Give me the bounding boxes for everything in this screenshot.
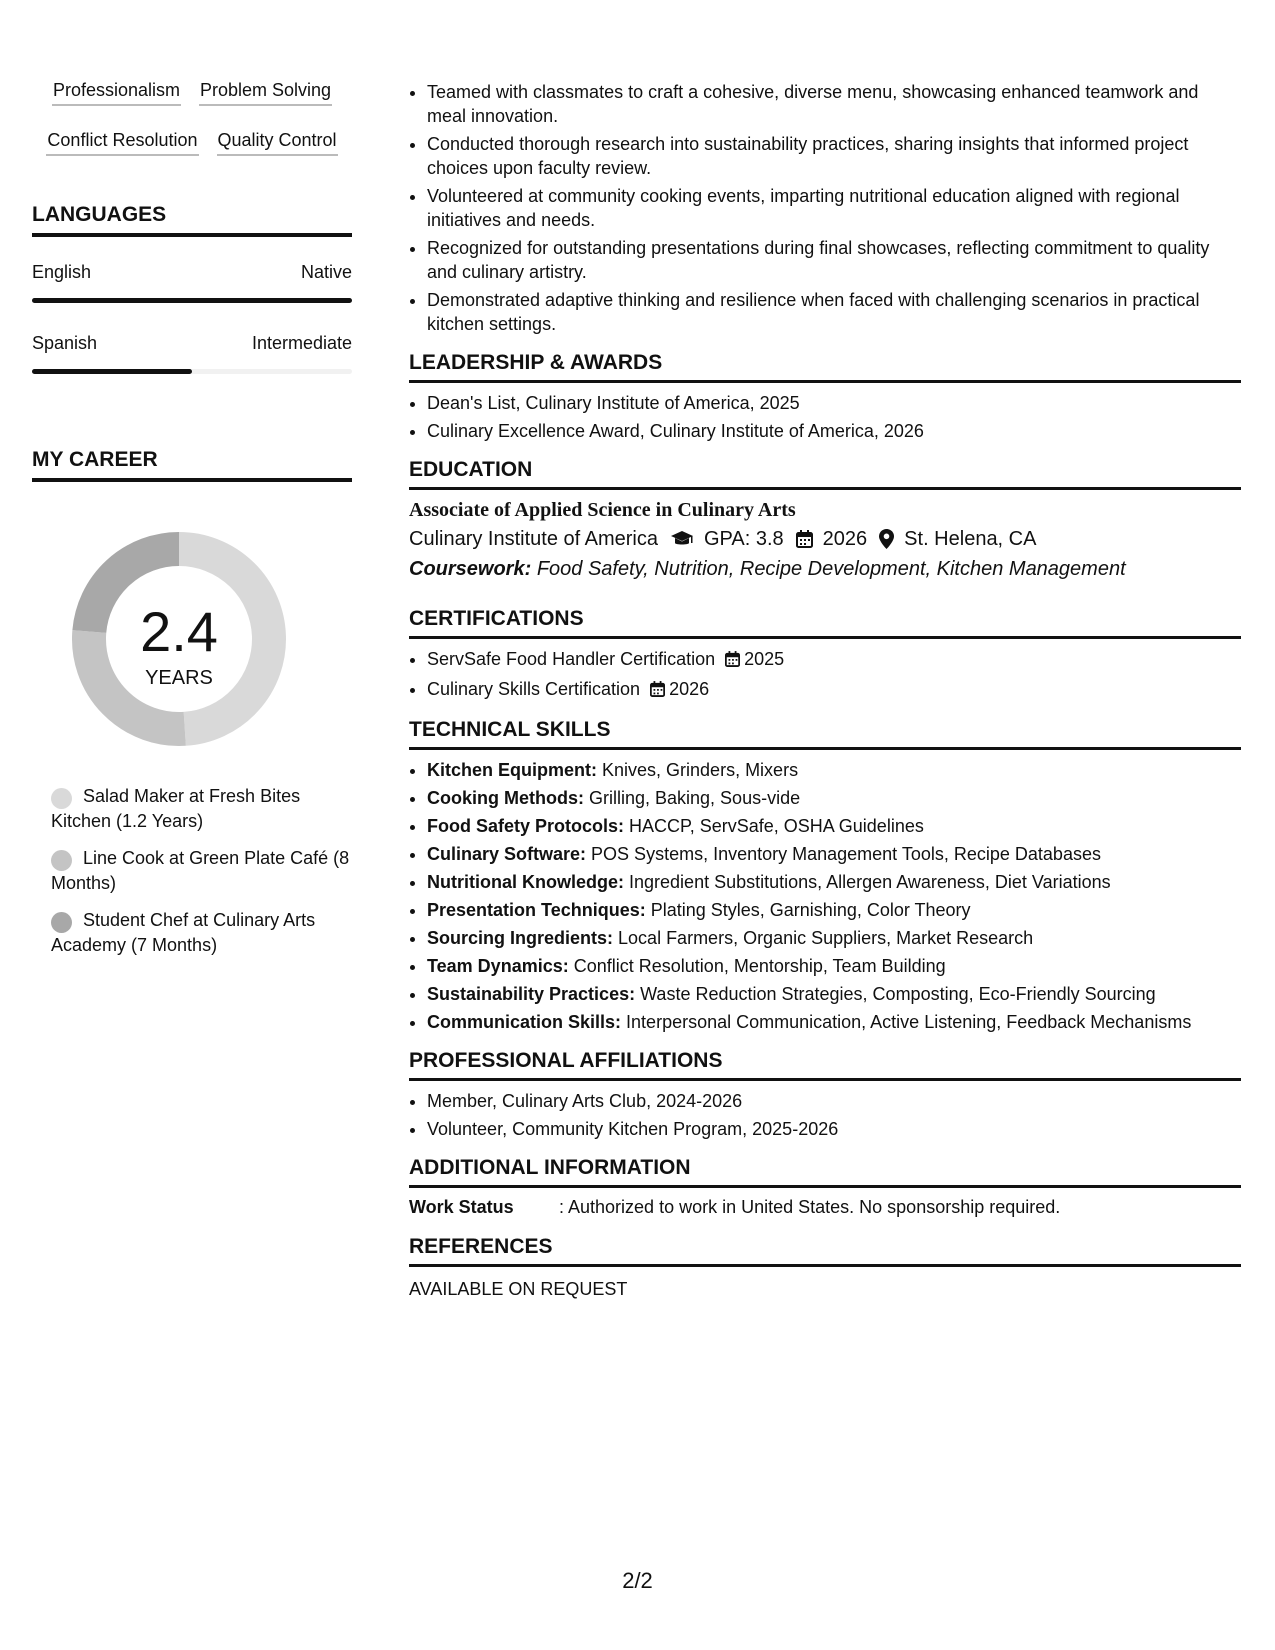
career-total: 2.4 [140,600,218,663]
skill-value: Plating Styles, Garnishing, Color Theory [650,900,971,920]
coursework-list: Food Safety, Nutrition, Recipe Development, Kitchen Management [536,558,1126,580]
award-item: • Culinary Excellence Award, Culinary Institute of America, 2026 [427,419,1241,443]
skill-value: Grilling, Baking, Sous-vide [589,788,801,808]
language-bar [32,369,352,374]
certification-item [427,677,1241,703]
language-name: Spanish [32,333,98,353]
experience-bullet: • Demonstrated adaptive thinking and resilience when faced with challenging scenarios in practical kitchen settings. [427,288,1241,336]
career-item-label: Line Cook at Green Plate Café (8 Months) [51,848,350,893]
coursework [409,554,1241,584]
career-item-label: Salad Maker at Fresh Bites Kitchen (1.2 Years) [51,786,301,831]
affiliation-item: • Member, Culinary Arts Club, 2024-2026 [427,1089,1241,1113]
leadership-heading: LEADERSHIP & AWARDS [409,350,1241,383]
certifications-heading: CERTIFICATIONS [409,606,1241,639]
main-content [409,80,1241,1301]
career-legend [32,784,352,958]
skill-label: Cooking Methods: [427,788,584,808]
experience-bullet: • Teamed with classmates to craft a cohesive, diverse menu, showcasing enhanced teamwork and meal innovation. [427,80,1241,128]
calendar-icon [650,679,665,703]
certification-name: ServSafe Food Handler Certification [427,649,716,669]
affiliations-list [409,1089,1241,1141]
coursework-label: Coursework: [409,558,532,580]
certification-year: 2025 [744,649,785,669]
school-location: St. Helena, CA [904,528,1037,550]
affiliations-heading: PROFESSIONAL AFFILIATIONS [409,1048,1241,1081]
technical-skill-item [427,842,1241,866]
skill-value: Waste Reduction Strategies, Composting, Eco-Friendly Sourcing [640,984,1156,1004]
language-item [32,332,352,374]
skill-tag: Quality Control [217,128,338,156]
graduation-cap-icon [670,530,694,548]
skill-label: Sustainability Practices: [427,984,636,1004]
location-pin-icon [879,529,894,549]
technical-skill-item [427,786,1241,810]
technical-skill-item [427,926,1241,950]
certification-name: Culinary Skills Certification [427,679,641,699]
education-meta [409,524,1241,554]
work-status [409,1194,1241,1220]
school-name: Culinary Institute of America [409,528,658,550]
language-bar [32,298,352,303]
technical-skill-item [427,982,1241,1006]
certification-year: 2026 [669,679,710,699]
career-legend-item [32,784,352,834]
skill-value: Interpersonal Communication, Active Listening, Feedback Mechanisms [626,1012,1192,1032]
experience-bullet: • Recognized for outstanding presentations during final showcases, reflecting commitment to quality and culinary artistry. [427,236,1241,284]
gpa: GPA: 3.8 [704,528,784,550]
skill-tag: Professionalism [52,78,181,106]
language-level: Native [300,262,352,282]
skill-value: HACCP, ServSafe, OSHA Guidelines [629,816,924,836]
skill-value: Ingredient Substitutions, Allergen Awareness, Diet Variations [629,872,1111,892]
work-status-value: : Authorized to work in United States. No sponsorship required. [559,1197,1061,1217]
technical-skill-item [427,870,1241,894]
career-unit: YEARS [145,667,213,689]
experience-bullet: • Conducted thorough research into sustainability practices, sharing insights that informed project choices upon faculty review. [427,132,1241,180]
technical-skill-item [427,1010,1241,1034]
award-item: • Dean's List, Culinary Institute of America, 2025 [427,391,1241,415]
references-heading: REFERENCES [409,1234,1241,1267]
legend-dot [51,788,72,809]
language-name: English [32,262,92,282]
legend-dot [51,850,72,871]
affiliation-item: • Volunteer, Community Kitchen Program, 2025-2026 [427,1117,1241,1141]
technical-skill-item [427,758,1241,782]
skill-tag: Problem Solving [199,78,332,106]
skill-label: Food Safety Protocols: [427,816,625,836]
skill-label: Team Dynamics: [427,956,569,976]
language-bar-fill [32,369,192,374]
career-legend-item [32,846,352,896]
sidebar [32,78,352,958]
skill-label: Presentation Techniques: [427,900,646,920]
career-heading: MY CAREER [32,447,352,482]
skill-label: Kitchen Equipment: [427,760,597,780]
skill-label: Nutritional Knowledge: [427,872,624,892]
skill-value: POS Systems, Inventory Management Tools, Recipe Databases [591,844,1101,864]
education-heading: EDUCATION [409,457,1241,490]
career-donut-chart [66,526,292,752]
page-number: 2/2 [622,1568,653,1593]
experience-bullet: • Volunteered at community cooking events, imparting nutritional education aligned with regional initiatives and needs. [427,184,1241,232]
skill-label: Sourcing Ingredients: [427,928,614,948]
skill-label: Culinary Software: [427,844,587,864]
skill-tags [32,78,352,156]
additional-info-heading: ADDITIONAL INFORMATION [409,1155,1241,1188]
leadership-list [409,391,1241,443]
technical-skills-list [409,758,1241,1034]
certification-item [427,647,1241,673]
graduation-year: 2026 [822,528,868,550]
degree-title: Associate of Applied Science in Culinary Arts [409,499,796,521]
legend-dot [51,912,72,933]
languages-heading: LANGUAGES [32,202,352,237]
experience-bullets [409,80,1241,336]
language-bar-fill [32,298,352,303]
technical-skill-item [427,814,1241,838]
technical-skill-item [427,898,1241,922]
skill-value: Local Farmers, Organic Suppliers, Market Research [618,928,1034,948]
skill-value: Conflict Resolution, Mentorship, Team Building [573,956,946,976]
technical-skills-heading: TECHNICAL SKILLS [409,717,1241,750]
certifications-list [409,647,1241,703]
language-level: Intermediate [251,333,352,353]
calendar-icon [796,530,813,548]
references-text: AVAILABLE ON REQUEST [409,1279,628,1299]
language-item [32,261,352,303]
career-legend-item [32,908,352,958]
skill-tag: Conflict Resolution [46,128,198,156]
work-status-label: Work Status [409,1197,514,1217]
technical-skill-item [427,954,1241,978]
skill-label: Communication Skills: [427,1012,622,1032]
career-item-label: Student Chef at Culinary Arts Academy (7 Months) [51,910,316,955]
skill-value: Knives, Grinders, Mixers [602,760,799,780]
calendar-icon [725,649,740,673]
